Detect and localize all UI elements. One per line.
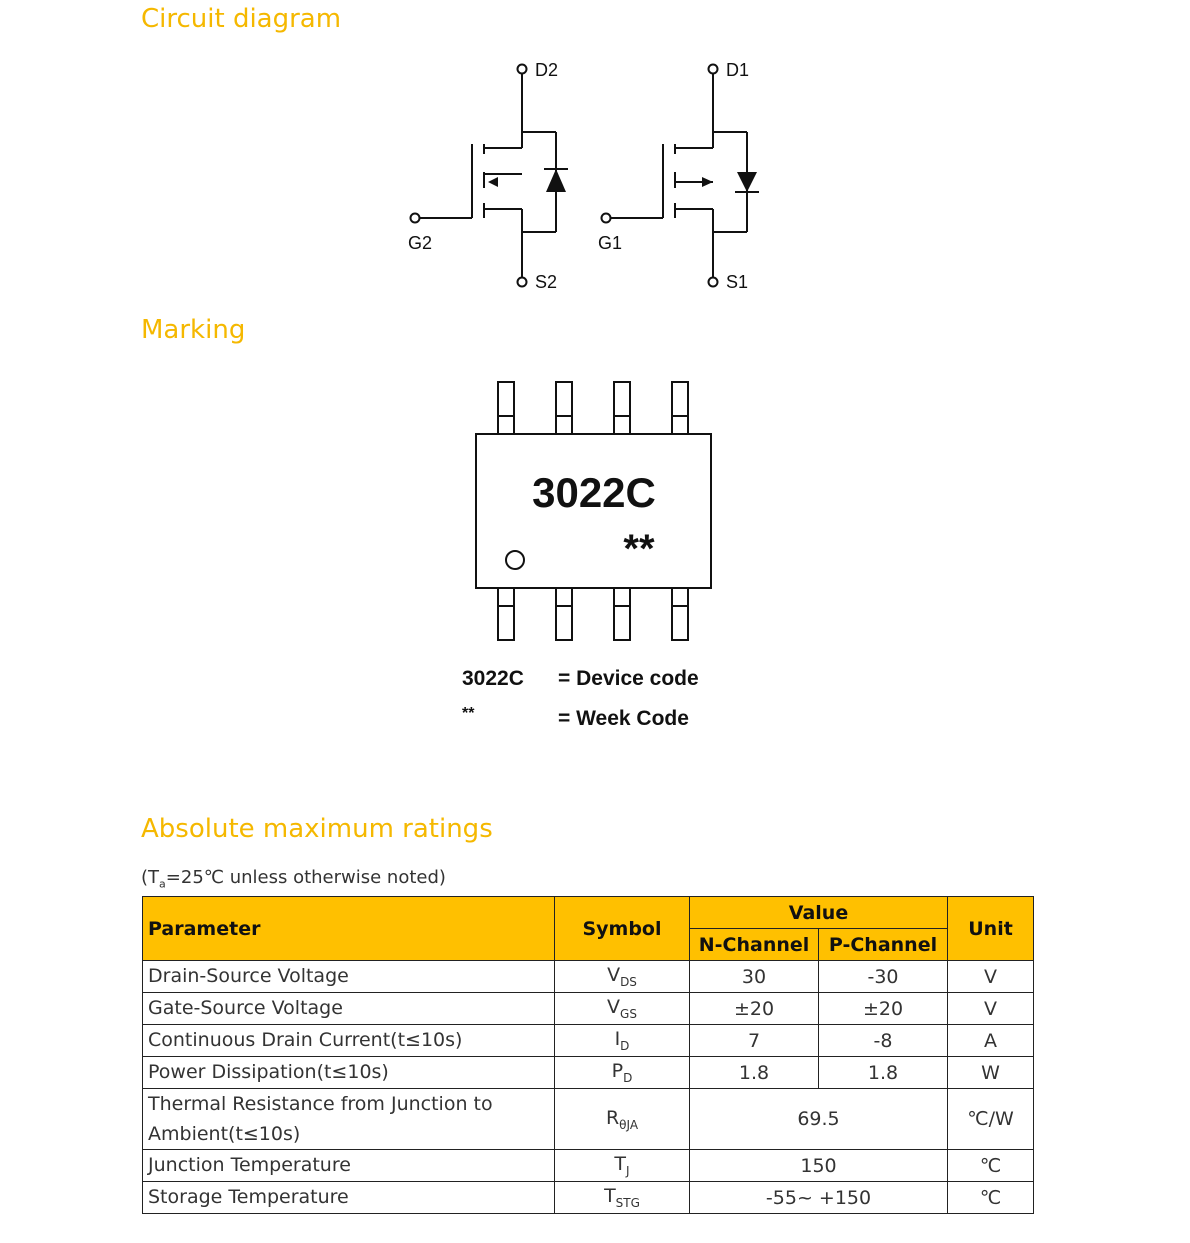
symbol-cell: $R_{\theta JA}$ <box>555 1089 690 1150</box>
arrow-icon <box>702 177 713 187</box>
value-cell: -55~ +150 <box>690 1182 948 1214</box>
legend-week-meaning: = Week Code <box>558 707 689 730</box>
p-value-cell: -8 <box>819 1025 948 1057</box>
circuit-diagram <box>380 48 780 298</box>
bottom-pins <box>498 588 688 640</box>
value-cell: 69.5 <box>690 1089 948 1150</box>
s1-terminal <box>709 278 718 287</box>
unit-cell: ℃ <box>948 1150 1034 1182</box>
ratings-table <box>142 896 1034 1214</box>
param-cell: Continuous Drain Current(t≤10s) <box>143 1025 555 1057</box>
ratings-note: ($T_a=25℃$ unless otherwise noted) <box>141 867 446 891</box>
s2-terminal <box>518 278 527 287</box>
symbol-cell: $P_D$ <box>555 1057 690 1089</box>
g2-terminal <box>411 214 420 223</box>
n-value-cell: 1.8 <box>690 1057 819 1089</box>
label-s1: S1 <box>726 272 749 292</box>
diode-icon <box>737 172 757 192</box>
table-row <box>143 1025 1034 1057</box>
unit-cell: ℃/W <box>948 1089 1034 1150</box>
table-row <box>143 1182 1034 1214</box>
circuit-diagram-title: Circuit diagram <box>141 4 342 34</box>
p-value-cell: 1.8 <box>819 1057 948 1089</box>
label-g1: G1 <box>598 233 623 253</box>
header-n-channel: N-Channel <box>690 929 819 961</box>
package-marking <box>455 370 735 650</box>
header-parameter: Parameter <box>143 897 555 961</box>
symbol-cell: $V_{DS}$ <box>555 961 690 993</box>
unit-cell: ℃ <box>948 1182 1034 1214</box>
mosfet-q1 <box>602 65 760 287</box>
diode-icon <box>546 169 566 192</box>
table-row <box>143 1089 1034 1150</box>
n-value-cell: 30 <box>690 961 819 993</box>
table-row <box>143 1150 1034 1182</box>
ratings-title: Absolute maximum ratings <box>141 814 493 844</box>
header-unit: Unit <box>948 897 1034 961</box>
g1-terminal <box>602 214 611 223</box>
p-value-cell: ±20 <box>819 993 948 1025</box>
table-row <box>143 1057 1034 1089</box>
unit-cell: V <box>948 961 1034 993</box>
n-value-cell: ±20 <box>690 993 819 1025</box>
label-g2: G2 <box>408 233 433 253</box>
param-cell: Thermal Resistance from Junction to Ambient(t≤10s) <box>143 1089 555 1150</box>
label-d1: D1 <box>726 60 750 80</box>
symbol-cell: $T_{STG}$ <box>555 1182 690 1214</box>
week-code-mark: ** <box>623 527 655 571</box>
param-cell: Storage Temperature <box>143 1182 555 1214</box>
device-code-mark: 3022C <box>532 469 656 516</box>
marking-title: Marking <box>141 315 246 345</box>
unit-cell: V <box>948 993 1034 1025</box>
param-cell: Drain-Source Voltage <box>143 961 555 993</box>
param-cell: Gate-Source Voltage <box>143 993 555 1025</box>
value-cell: 150 <box>690 1150 948 1182</box>
unit-cell: A <box>948 1025 1034 1057</box>
top-pins <box>498 382 688 434</box>
symbol-cell: $I_D$ <box>555 1025 690 1057</box>
table-row <box>143 961 1034 993</box>
legend-device-symbol: 3022C <box>462 667 524 690</box>
param-cell: Power Dissipation(t≤10s) <box>143 1057 555 1089</box>
symbol-cell: $V_{GS}$ <box>555 993 690 1025</box>
legend-device-meaning: = Device code <box>558 667 699 690</box>
header-value: Value <box>690 897 948 929</box>
header-p-channel: P-Channel <box>819 929 948 961</box>
mosfet-q2 <box>411 65 569 287</box>
label-d2: D2 <box>535 60 559 80</box>
d2-terminal <box>518 65 527 74</box>
unit-cell: W <box>948 1057 1034 1089</box>
symbol-cell: $T_J$ <box>555 1150 690 1182</box>
n-value-cell: 7 <box>690 1025 819 1057</box>
label-s2: S2 <box>535 272 558 292</box>
table-row <box>143 993 1034 1025</box>
header-symbol: Symbol <box>555 897 690 961</box>
arrow-icon <box>488 177 498 187</box>
p-value-cell: -30 <box>819 961 948 993</box>
param-cell: Junction Temperature <box>143 1150 555 1182</box>
d1-terminal <box>709 65 718 74</box>
legend-week-symbol: ** <box>462 705 475 722</box>
